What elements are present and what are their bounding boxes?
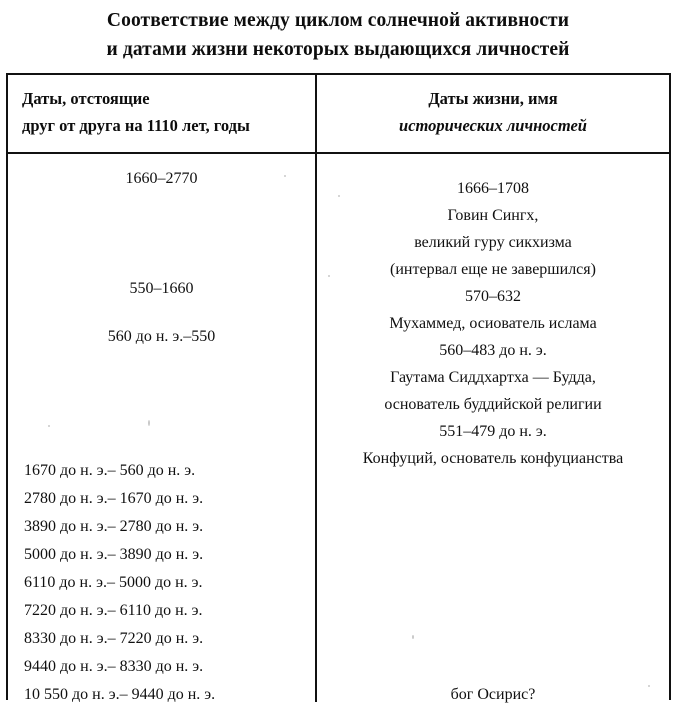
scan-speck xyxy=(648,685,650,687)
interval-entry: 5000 до н. э.– 3890 до н. э. xyxy=(24,546,204,563)
person-entry: бог Осирис? xyxy=(450,686,536,703)
interval-entry: 550–1660 xyxy=(129,280,194,297)
interval-entry: 9440 до н. э.– 8330 до н. э. xyxy=(24,658,204,675)
table-body-intervals xyxy=(8,154,315,702)
person-entry: основатель буддийской религии xyxy=(384,396,602,413)
person-entry: 551–479 до н. э. xyxy=(439,423,547,440)
scan-speck xyxy=(48,425,50,427)
scan-speck xyxy=(148,420,150,426)
interval-entry: 1670 до н. э.– 560 до н. э. xyxy=(24,462,196,479)
person-entry: Конфуций, основатель конфуцианства xyxy=(362,450,624,467)
page-title-line-1: Соответствие между циклом солнечной активности xyxy=(106,10,570,31)
header-intervals-line-1: Даты, отстоящие xyxy=(22,89,150,108)
person-entry: Мухаммед, осиователь ислама xyxy=(389,315,597,332)
correspondence-table xyxy=(6,73,671,703)
interval-entry: 2780 до н. э.– 1670 до н. э. xyxy=(24,490,204,507)
interval-entry: 3890 до н. э.– 2780 до н. э. xyxy=(24,518,204,535)
interval-entry: 10 550 до н. э.– 9440 до н. э. xyxy=(24,686,216,703)
page-title xyxy=(0,6,676,64)
person-entry: Говин Сингх, xyxy=(447,207,539,224)
header-persons-line-1: Даты жизни, имя xyxy=(428,89,558,108)
page-title-line-2: и датами жизни некоторых выдающихся личностей xyxy=(106,39,570,60)
interval-entry: 8330 до н. э.– 7220 до н. э. xyxy=(24,630,204,647)
scan-speck xyxy=(338,195,340,197)
person-entry: Гаутама Сиддхартха — Будда, xyxy=(390,369,596,386)
person-entry: 560–483 до н. э. xyxy=(439,342,547,359)
scan-speck xyxy=(328,275,330,277)
interval-entry: 6110 до н. э.– 5000 до н. э. xyxy=(24,574,203,591)
person-entry: 570–632 xyxy=(465,288,521,305)
scan-speck xyxy=(412,635,414,639)
table-header-cell-intervals xyxy=(22,85,312,139)
person-entry: 1666–1708 xyxy=(457,180,529,197)
table-header-cell-persons xyxy=(317,85,669,139)
header-intervals-line-2: друг от друга на 1110 лет, годы xyxy=(22,116,250,135)
interval-entry: 1660–2770 xyxy=(125,170,198,187)
table-body-persons xyxy=(317,154,669,702)
interval-entry: 560 до н. э.–550 xyxy=(107,328,216,345)
person-entry: (интервал еще не завершился) xyxy=(390,261,596,278)
person-entry: великий гуру сикхизма xyxy=(414,234,572,251)
interval-entry: 7220 до н. э.– 6110 до н. э. xyxy=(24,602,203,619)
scan-speck xyxy=(284,175,286,177)
header-persons-line-2: исторических личностей xyxy=(399,116,587,135)
